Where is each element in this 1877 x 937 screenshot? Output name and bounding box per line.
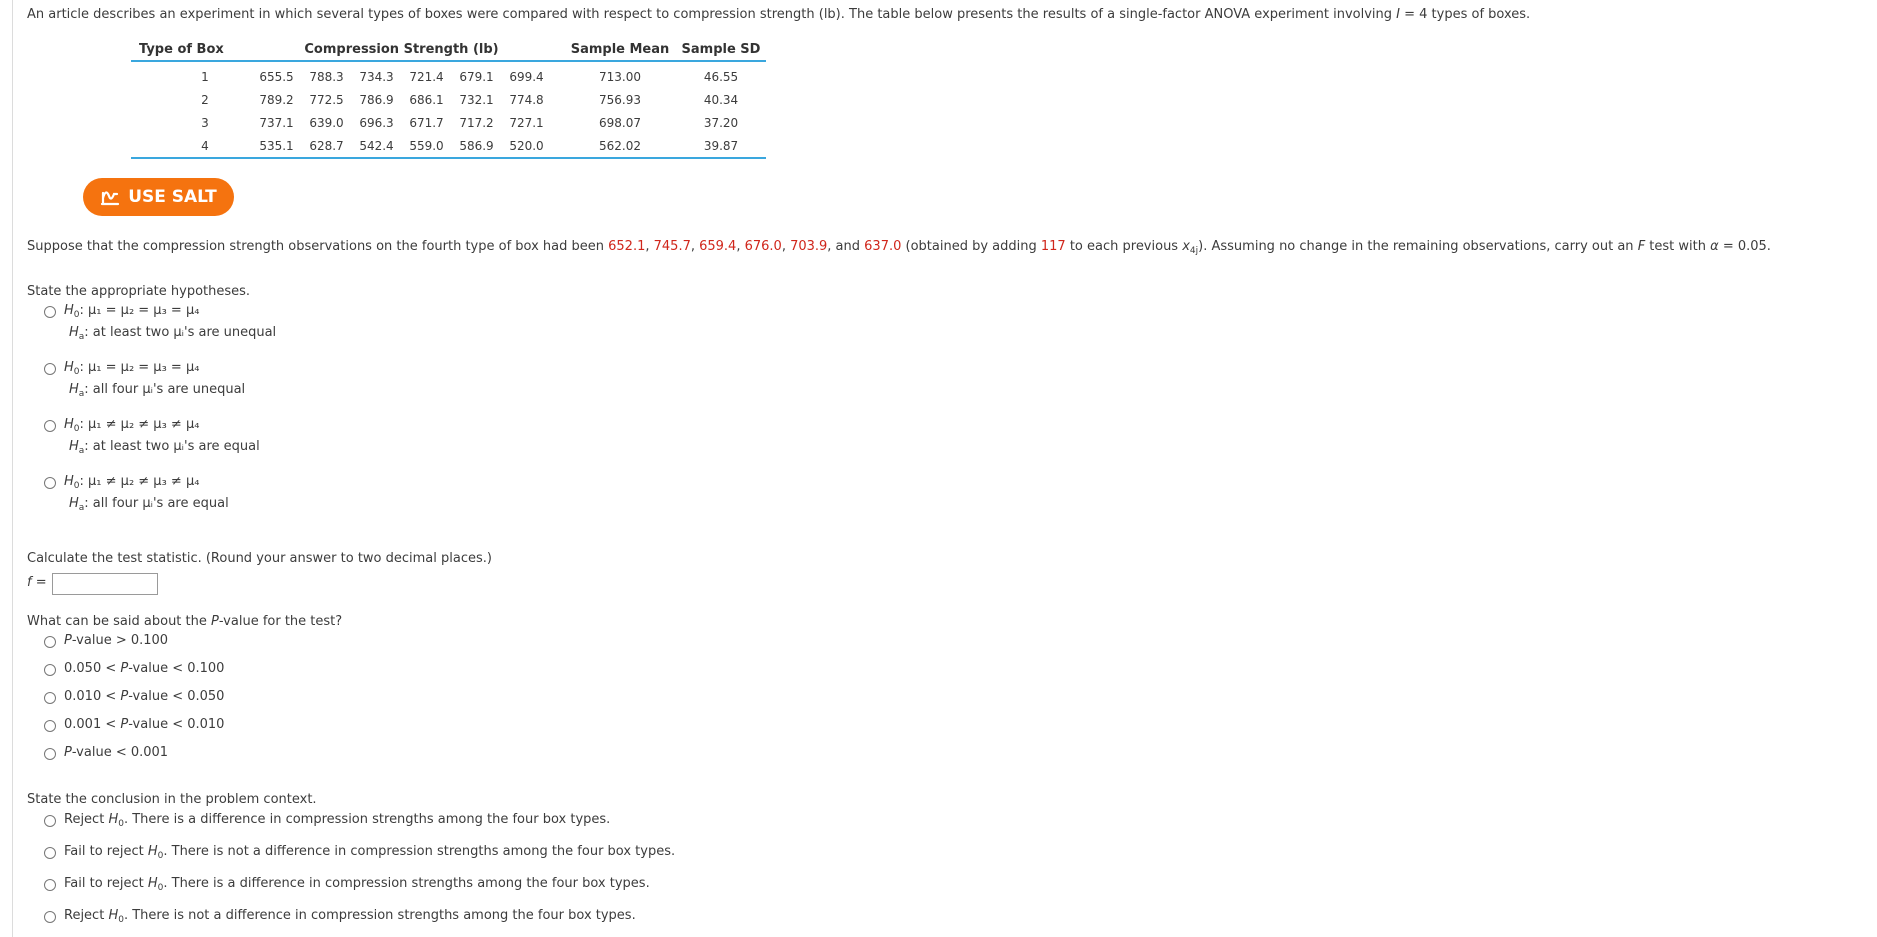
intro-var: I (1396, 7, 1400, 22)
observations: 789.2 772.5 786.9 686.1 732.1 774.8 (259, 92, 544, 107)
radio-button[interactable] (44, 306, 56, 318)
radio-button[interactable] (44, 748, 56, 760)
intro-post: = 4 types of boxes. (1400, 7, 1531, 22)
observations: 655.5 788.3 734.3 721.4 679.1 699.4 (259, 69, 544, 84)
box-type: 1 (201, 69, 209, 84)
sample-mean: 713.00 (599, 69, 641, 84)
use-salt-button[interactable] (83, 178, 234, 216)
header-type: Type of Box (131, 38, 239, 61)
sample-sd: 46.55 (703, 69, 739, 84)
sample-mean: 698.07 (599, 115, 641, 130)
box-type: 4 (131, 134, 239, 158)
new-value: 637.0 (864, 239, 902, 254)
radio-button[interactable] (44, 420, 56, 432)
statistic-prompt: Calculate the test statistic. (Round your answer to two decimal places.) (27, 551, 492, 566)
header-compression: Compression Strength (lb) (239, 38, 564, 61)
table-row (131, 134, 766, 158)
conclusion-prompt: State the conclusion in the problem context. (27, 792, 317, 807)
box-type: 2 (201, 92, 209, 107)
radio-button[interactable] (44, 911, 56, 923)
table-row (131, 61, 766, 88)
intro-text (27, 7, 1530, 22)
radio-button[interactable] (44, 477, 56, 489)
f-label: f = (27, 575, 47, 590)
radio-button[interactable] (44, 847, 56, 859)
pvalue-prompt: What can be said about the P-value for the test? (27, 614, 343, 629)
table-row (131, 111, 766, 134)
intro-pre: An article describes an experiment in which several types of boxes were compared with respect to compression strength (lb). The table below presents the results of a single-factor ANOVA experiment involving (27, 7, 1397, 22)
new-value: 676.0 (744, 239, 782, 254)
compression-table (131, 38, 766, 159)
salt-chart-icon (100, 188, 120, 206)
sample-sd: 40.34 (703, 92, 739, 107)
suppose-text: Suppose that the compression strength observations on the fourth type of box had been 652.1, 745.7, 659.4, 676.0, 703.9, and 637.0 (obtained by adding 117 to each previous $x_{4j}$). Assuming no change in the remaining observations, carry out an F test with α = 0.05. (27, 239, 1771, 256)
radio-button[interactable] (44, 692, 56, 704)
observations: 737.1 639.0 696.3 671.7 717.2 727.1 (259, 115, 544, 130)
radio-button[interactable] (44, 664, 56, 676)
sample-sd: 39.87 (676, 134, 766, 158)
added-constant: 117 (1040, 239, 1066, 254)
f-statistic-input[interactable] (52, 573, 158, 595)
sample-mean: 756.93 (599, 92, 641, 107)
radio-button[interactable] (44, 720, 56, 732)
radio-button[interactable] (44, 815, 56, 827)
observations: 535.1 628.7 542.4 559.0 586.9 520.0 (239, 134, 564, 158)
radio-button[interactable] (44, 879, 56, 891)
header-mean: Sample Mean (564, 38, 676, 61)
table-row (131, 88, 766, 111)
radio-button[interactable] (44, 363, 56, 375)
sample-mean: 562.02 (564, 134, 676, 158)
sample-sd: 37.20 (703, 115, 739, 130)
left-border (12, 0, 13, 937)
hypotheses-prompt: State the appropriate hypotheses. (27, 284, 251, 299)
header-sd: Sample SD (676, 38, 766, 61)
new-value: 745.7 (653, 239, 691, 254)
new-value: 652.1 (608, 239, 646, 254)
box-type: 3 (201, 115, 209, 130)
use-salt-label: USE SALT (128, 187, 217, 207)
new-value: 659.4 (699, 239, 737, 254)
radio-button[interactable] (44, 636, 56, 648)
new-value: 703.9 (790, 239, 828, 254)
